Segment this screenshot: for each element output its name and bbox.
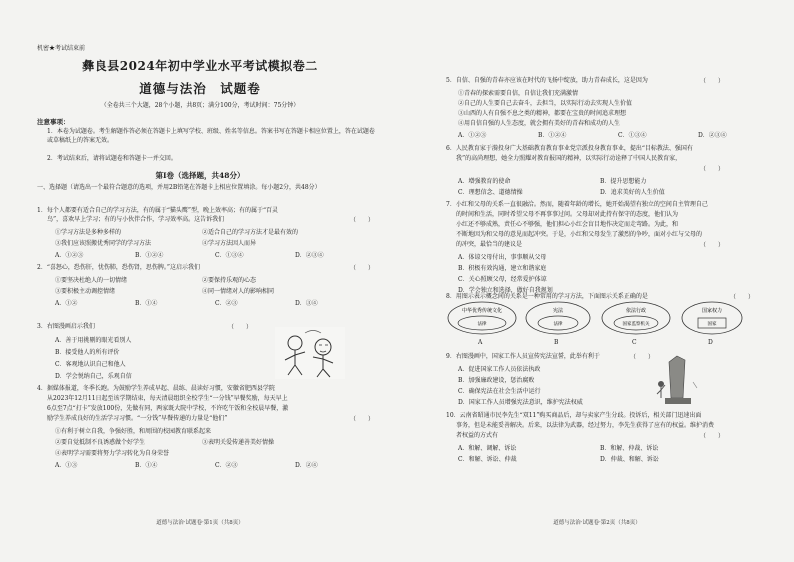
q8-choice-c: C	[632, 339, 637, 346]
diagram-d	[682, 302, 742, 334]
part-title: 第Ⅰ卷（选择题，共48分）	[155, 171, 245, 180]
q8-choice-b: B	[554, 339, 559, 346]
q7-stem-line: 7．小红和父母的关系一直很融洽。然而，随着年龄的增长，她开始渴望有独立的空间自主管理自己	[446, 201, 708, 208]
q5-choice-b: B．①②④	[538, 132, 567, 139]
q7-stem-line: 的时间和生活，同时希望父母不再事事过问。父母却对此持有保守的态度，他们认为	[456, 211, 679, 218]
q8-choice-a: A	[478, 339, 483, 346]
q1-stem-line: 鸟”，喜欢早上学习；有的与小伙伴合作，学习效率高。这告诉我们	[47, 216, 225, 223]
q2-option: ①要坚决杜绝人的一切情绪	[55, 277, 128, 284]
q9-choice-a: A．促进国家工作人员依法执政	[458, 366, 541, 373]
q4-stem-line: 4．据媒体报道，冬季长跑。为鼓励学生养成早起、晨练、晨读好习惯，安徽省肥西县学院	[37, 385, 275, 392]
q4-choice-c: C．②③	[215, 462, 238, 469]
q5-option: ②自己的人生要自己去奋斗，去担当，以实际行动去实现人生价值	[458, 100, 633, 107]
q2-choice-c: C．②③	[215, 300, 238, 307]
answer-paren: （ ）	[350, 217, 375, 224]
diagram-a-inner: 法律	[477, 322, 487, 327]
exam-subtitle: 道德与法治 试题卷	[139, 81, 261, 96]
q2-choice-a: A．①②	[55, 300, 78, 307]
diagram-c-outer: 依法行政	[625, 308, 647, 314]
q2-option: ②要保持乐观的心态	[202, 277, 257, 284]
q7-choice-a: A．体谅父母付出，事事顺从父母	[458, 254, 547, 261]
q1-choice-b: B．①②④	[135, 252, 164, 259]
q4-option: ①有利于树立自我，争强好胜，和周围的校园教育联系起来	[55, 428, 212, 435]
right-page	[400, 0, 794, 562]
answer-paren: （ ）	[350, 265, 375, 272]
q4-stem-line: 6点至7点“打卡”发放100份，先做有同，两家既大院中学校，不许吃午饭和全校晨早餐，激	[47, 405, 289, 412]
answer-paren: （ ）	[700, 166, 725, 173]
q3-choice-c: C．客观地认识自己和他人	[55, 361, 126, 368]
page-footer: 道德与法治·试题卷·第1页（共8页）	[156, 520, 244, 526]
q9-choice-d: D．国家工作人员增强宪法意识，维护宪法权威	[458, 399, 583, 406]
q9-choice-c: C．确保宪法在社会生活中运行	[458, 388, 541, 395]
q4-choice-a: A．①③	[55, 462, 78, 469]
q2-choice-b: B．①④	[135, 300, 158, 307]
q5-choice-c: C．①③④	[618, 132, 647, 139]
q6-stem-line: 6．人民教育家于漪投身广大基础教育教育事业党宗派投身教育事业，提出“目标教法、强国有	[446, 145, 693, 152]
answer-paren: （ ）	[700, 433, 725, 440]
q6-choice-a: A．增强教育的使命	[458, 178, 511, 185]
q1-choice-a: A．①②③	[55, 252, 84, 259]
diagram-b-inner: 法律	[553, 322, 563, 327]
q8-stem: 8．用图示表示概念间的关系是一种常用的学习方法，下面图示关系正确的是	[446, 293, 648, 300]
q10-stem-line: 者权益的方式有	[456, 432, 499, 439]
q10-choice-a: A．和解、调解、诉讼	[458, 445, 517, 452]
q2-option: ④同一情绪对人的影响相同	[202, 288, 275, 295]
q1-stem-line: 1．每个人都要有适合自己的学习方法，有的属于“猫头鹰”型，晚上效率高；有的属于“百灵	[37, 207, 279, 214]
q6-stem-line: 我”的高尚理想，她全力照耀对教育报国的精神，以实际行动诠释了中国人民教育家，	[456, 155, 682, 162]
q4-stem-line: 励学生养成良好的生活学习习惯。“一分钱”早餐传递的力量是“他们”	[47, 415, 228, 422]
q1-option: ②适合自己的学习方法才是最有效的	[202, 229, 299, 236]
diagram-d-inner: 国家	[707, 322, 717, 327]
diagram-c-inner: 国家监察机关	[622, 322, 650, 327]
diagram-a-outer: 中华优秀传统文化	[461, 308, 503, 314]
q3-choice-a: A．善于用挑剔的眼光看别人	[55, 337, 132, 344]
q4-option: ③表明关爱传递善美好情操	[202, 439, 275, 446]
q2-choice-d: D．③④	[295, 300, 318, 307]
q9-choice-b: B．加强廉政建设，惩治腐败	[458, 377, 535, 384]
page-footer: 道德与法治·试题卷·第2页（共8页）	[553, 520, 641, 526]
q5-choice-d: D．②③④	[698, 132, 727, 139]
answer-paren: （ ）	[700, 78, 725, 85]
q7-stem-line: 小红还不够成熟，责任心不够强，他们担心小红会盲目地作决定而走弯路。为此，和	[456, 221, 679, 228]
q10-choice-d: D．仲裁、和解、诉讼	[600, 456, 659, 463]
notice-title: 注意事项：	[37, 118, 70, 126]
q1-option: ①学习方法是多种多样的	[55, 229, 122, 236]
notice-item: 1．本卷为试题卷。考生解题作答必须在答题卡上填写学校、班级、姓名等信息。答案书写在答题卡相应位置上，答在试题卷或草稿纸上的答案无效。	[47, 128, 375, 144]
diagram-b	[526, 302, 590, 334]
q4-option: ④表明学习需要将努力学习转化为自身荣誉	[55, 450, 170, 457]
answer-paren: （ ）	[730, 294, 755, 301]
oath-statue-illustration	[655, 352, 700, 407]
q10-choice-b: B．和解、仲裁、诉讼	[600, 445, 659, 452]
diagram-d-outer: 国家权力	[701, 308, 723, 314]
q3-choice-b: B．接受他人的所有评价	[55, 349, 120, 356]
q1-choice-c: C．①③④	[215, 252, 244, 259]
section-heading: 一、选择题（请选出一个最符合题意的选项，并用2B铅笔在答题卡上相应位置填涂。每小题2分，共48分）	[37, 184, 321, 191]
q10-stem-line: 10．云南省昭通市民李先生“双11”购买商品后，却与卖家产生分歧。投诉后，相关部门迅速出面	[446, 412, 702, 419]
test-info: （全卷共三个大题，28个小题，共8页；满分100分，考试时间：75分钟）	[100, 102, 300, 109]
q7-stem-line: 的冲突，最恰当的建议是	[456, 241, 523, 248]
q10-stem-line: 事务，但是未能妥善解决。后来，以法律为武器，经过努力，李先生获得了应有的权益。维护消费	[456, 422, 715, 429]
q7-choice-b: B．积极有效沟通，建立和谐家庭	[458, 265, 547, 272]
q7-stem-line: 不断地因为和父母的意见而起冲突。于是，小红和父母发生了激烈的争吵，面对小红与父母的	[456, 231, 703, 238]
q5-stem: 5．自信、自强的青春亦应该在时代的飞扬中绽放，助力青春成长，这是因为	[446, 77, 648, 84]
notice-item: 2．考试结束后，请将试题卷和答题卡一并交回。	[47, 155, 177, 162]
q3-choice-d: D．学会悦纳自己，乐观自信	[55, 373, 132, 380]
q8-choice-d: D	[708, 339, 713, 346]
q5-option: ①青春的探索需要自信，自信让我们充满激情	[458, 90, 579, 97]
diagram-c	[602, 302, 670, 334]
answer-paren: （ ）	[350, 416, 375, 423]
q2-option: ③要积极主动调控情绪	[55, 288, 116, 295]
q1-option: ④学习方法因人而异	[202, 240, 257, 247]
q6-choice-d: D．追求美好的人生价值	[600, 189, 665, 196]
q1-choice-d: D．②③④	[295, 252, 324, 259]
q6-choice-b: B．提升思想能力	[600, 178, 647, 185]
answer-paren: （ ）	[228, 324, 253, 331]
answer-paren: （ ）	[700, 242, 725, 249]
q5-choice-a: A．①②③	[458, 132, 487, 139]
q7-choice-c: C．关心照顾父母，经常爱护体谅	[458, 276, 547, 283]
q9-stem: 9．右图漫画中，国家工作人员宣传宪法宣誓，此举有利于	[446, 353, 600, 360]
q7-choice-d: D．学会独立和选择，做好自我规划	[458, 287, 553, 294]
secret-mark: 机密★考试结束前	[37, 45, 86, 52]
q1-option: ③我们应该照搬优秀同学的学习方法	[55, 240, 152, 247]
q4-option: ②要自觉抵制不良诱惑做个好学生	[55, 439, 146, 446]
q5-option: ④用自信自强的人生态度，就会拥有美好的青春和成功的人生	[458, 120, 621, 127]
q4-choice-d: D．②④	[295, 462, 318, 469]
q6-choice-c: C．理想信念、道德情操	[458, 189, 523, 196]
diagram-b-outer: 宪法	[552, 308, 564, 314]
q10-choice-c: C．和解、诉讼、仲裁	[458, 456, 517, 463]
q5-option: ③山西的人有自强不息之类的精神，都要在宝贵的时间追求理想	[458, 110, 627, 117]
q4-choice-b: B．①④	[135, 462, 158, 469]
q4-stem-line: 从2023年12月11日起至该学期结束，每天清晨组织全校学生“一分钱”早餐奖励，每天早上	[47, 395, 288, 402]
diagram-a	[448, 302, 516, 334]
q2-stem: 2．“喜怒心，恐伤肝，忧伤肺，恐伤肾，思伤脾。”这启示我们	[37, 264, 200, 271]
q3-stem: 3．右图漫画启示我们	[37, 323, 95, 330]
q8-concept-diagrams	[446, 300, 746, 336]
cartoon-illustration	[275, 327, 345, 379]
answer-paren: （ ）	[630, 354, 655, 361]
exam-title: 彝良县2024年初中学业水平考试模拟卷二	[82, 59, 318, 73]
